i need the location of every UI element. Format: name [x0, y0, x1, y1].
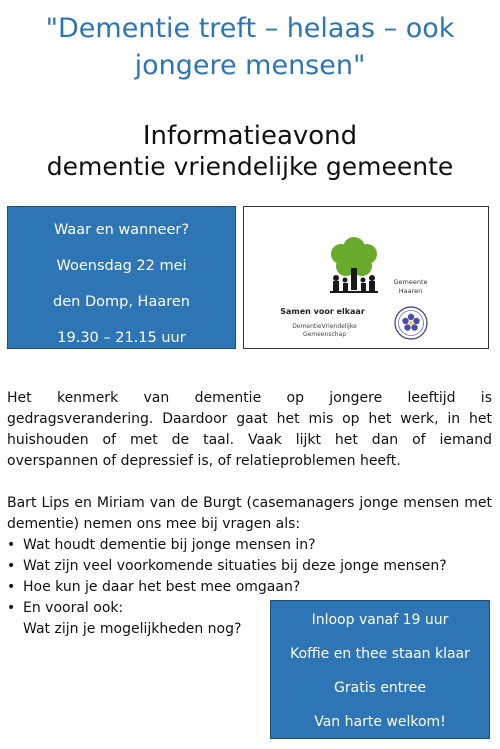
forget-me-not-seal-icon — [393, 305, 429, 341]
tree-logo-icon — [326, 234, 382, 296]
logo-caption: Samen voor elkaar — [280, 307, 365, 316]
page-title — [0, 121, 500, 183]
free-entry: Gratis entree — [334, 680, 426, 696]
municipality-line-2: Haaren — [398, 287, 423, 295]
intro-paragraph: Het kenmerk van dementie op jongere leeftijd is gedragsverandering. Daardoor gaat het mis op het werk, in het huishouden of met de taal. Vaak lijkt het dan of iemand overspannen of depressief is, of relatieproblemen heeft. — [7, 390, 492, 469]
headline-quote — [0, 10, 500, 84]
headline-quote-line-1: "Dementie treft – helaas – ook — [45, 13, 455, 44]
event-where-when: Waar en wanneer? — [53, 222, 190, 238]
municipality-line-1: Gemeente — [393, 278, 428, 286]
practical-info-box — [270, 600, 490, 739]
welcome-note: Van harte welkom! — [314, 714, 446, 730]
municipality-label — [388, 278, 433, 296]
logo-subtitle — [277, 323, 372, 339]
list-item-continuation: Wat zijn je mogelijkheden nog? — [23, 621, 242, 637]
list-item-text: • En vooral ook: — [23, 600, 124, 616]
headline-quote-line-2: jongere mensen" — [134, 50, 366, 81]
list-item: • Hoe kun je daar het best mee omgaan? — [7, 577, 477, 598]
event-time: 19.30 – 21.15 uur — [57, 330, 186, 346]
coffee-note: Koffie en thee staan klaar — [290, 646, 470, 662]
walk-in-time: Inloop vanaf 19 uur — [311, 612, 449, 628]
logo-subtitle-line-2: Gemeenschap — [302, 331, 347, 338]
event-details-box — [7, 206, 236, 349]
title-line-1: Informatieavond — [142, 121, 358, 151]
list-item: • Wat zijn veel voorkomende situaties bij deze jonge mensen? — [7, 556, 477, 577]
title-line-2: dementie vriendelijke gemeente — [46, 152, 454, 181]
event-date: Woensdag 22 mei — [56, 258, 187, 274]
list-item: • Wat houdt dementie bij jonge mensen in? — [7, 535, 477, 556]
speakers-paragraph: Bart Lips en Miriam van de Burgt (casemanagers jonge mensen met dementie) nemen ons mee bij vragen als: — [7, 495, 492, 532]
logo-subtitle-line-1: DementieVriendelijke — [292, 323, 357, 330]
event-location: den Domp, Haaren — [53, 294, 190, 310]
